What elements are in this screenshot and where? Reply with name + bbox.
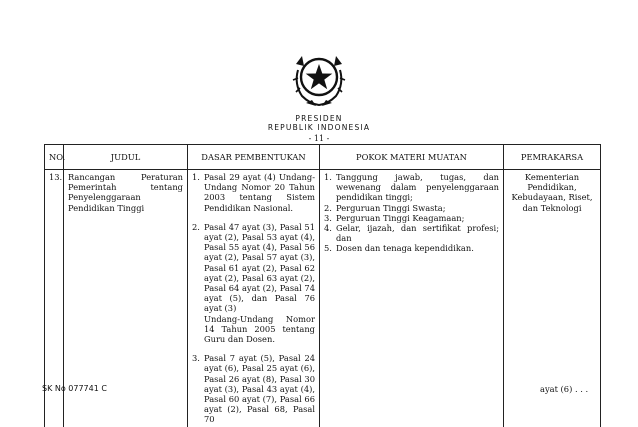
table-row bbox=[45, 170, 601, 427]
cell-dasar bbox=[188, 170, 320, 427]
column-header-pokok: POKOK MATERI MUATAN bbox=[320, 145, 504, 170]
document-code: SK No 077741 C bbox=[42, 384, 107, 393]
cell-no: 13. bbox=[45, 170, 64, 427]
list-item: 2. Perguruan Tinggi Swasta; bbox=[324, 202, 446, 213]
cell-judul: Rancangan Peraturan Pemerintah tentang Penyelenggaraan Pendidikan Tinggi bbox=[64, 170, 188, 427]
list-item: 2. Pasal 47 ayat (3), Pasal 51 ayat (2), Pasal 53 ayat (4), Pasal 55 ayat (4), Pasal 56 ayat (2), Pasal 57 ayat (3), Pasal 61 ayat (2), Pasal 62 ayat (2), Pasal 63 ayat (2), Pasal 64 ayat (2), Pasal 74 ayat (5), dan Pasal 76 ayat (3) Undang-Undang Nomor 14 Tahun 2005 tentang Guru dan Dosen. bbox=[192, 221, 315, 345]
list-item: 1. Pasal 29 ayat (4) Undang-Undang Nomor 20 Tahun 2003 tentang Sistem Pendidikan Nasional. bbox=[192, 172, 315, 213]
column-header-dasar: DASAR PEMBENTUKAN bbox=[188, 145, 320, 170]
table-header-row bbox=[45, 145, 601, 170]
header-subtitle: REPUBLIK INDONESIA bbox=[267, 123, 371, 132]
list-item: 3. Perguruan Tinggi Keagamaan; bbox=[324, 212, 465, 223]
regulation-table bbox=[44, 144, 601, 427]
continuation-marker: ayat (6) . . . bbox=[540, 384, 589, 394]
header-title: PRESIDEN bbox=[295, 114, 343, 123]
cell-pokok bbox=[320, 170, 504, 427]
list-item: 3. Pasal 7 ayat (5), Pasal 24 ayat (6), Pasal 25 ayat (6), Pasal 26 ayat (8), Pasal 30 ayat (3), Pasal 43 ayat (4), Pasal 60 ayat (7), Pasal 66 ayat (2), Pasal 68, Pasal 70 bbox=[192, 353, 315, 425]
column-header-no: NO. bbox=[45, 145, 64, 170]
garuda-emblem-icon bbox=[292, 50, 346, 108]
column-header-judul: JUDUL bbox=[64, 145, 188, 170]
page-number: - 11 - bbox=[308, 134, 330, 143]
list-item: 4. Gelar, ijazah, dan sertifikat profesi; dan bbox=[324, 223, 499, 244]
cell-pemrakarsa: Kementerian Pendidikan, Kebudayaan, Riset, dan Teknologi bbox=[504, 170, 601, 427]
list-item: 5. Dosen dan tenaga kependidikan. bbox=[324, 243, 474, 254]
column-header-pemrakarsa: PEMRAKARSA bbox=[504, 145, 601, 170]
list-item: 1. Tanggung jawab, tugas, dan wewenang dalam penyelenggaraan pendidikan tinggi; bbox=[324, 172, 499, 203]
